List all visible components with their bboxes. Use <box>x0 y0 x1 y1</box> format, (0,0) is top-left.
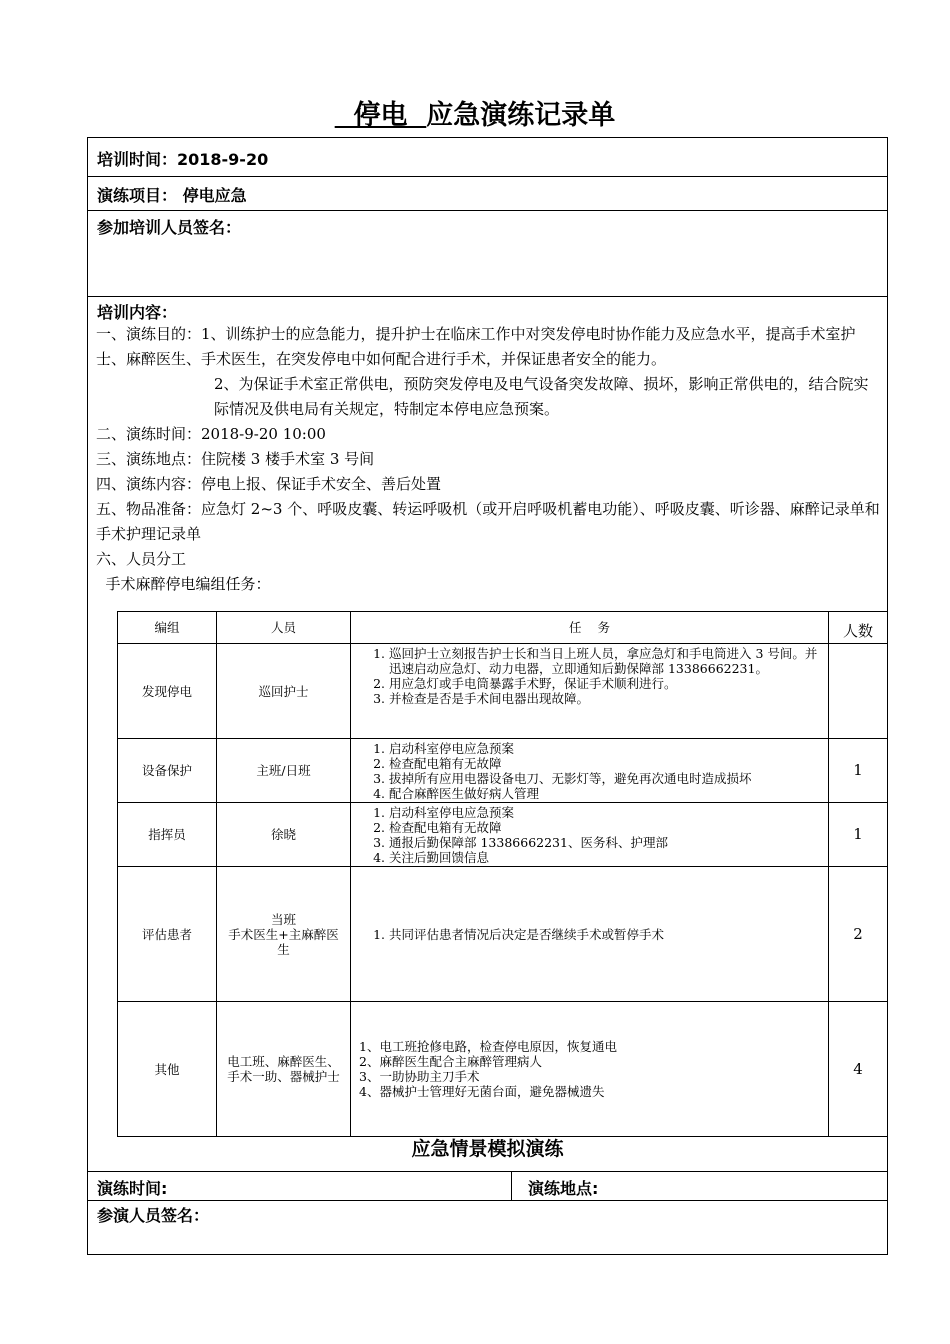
drill-place-label: 演练地点: <box>528 1179 599 1198</box>
row-divider <box>87 176 888 177</box>
task-item: 2. 用应急灯或手电筒暴露手术野，保证手术顺利进行。 <box>389 676 820 691</box>
content-line: 四、演练内容：停电上报、保证手术安全、善后处置 <box>96 475 442 493</box>
table-header-count: 人数 <box>828 611 888 644</box>
row-divider <box>87 1200 888 1201</box>
task-item: 4、器械护士管理好无菌台面，避免器械遗失 <box>359 1084 605 1099</box>
task-item: 2. 检查配电箱有无故障 <box>389 820 668 835</box>
table-header-group: 编组 <box>117 611 217 644</box>
task-item: 3. 并检查是否是手术间电器出现故障。 <box>389 691 820 706</box>
task-item: 3. 通报后勤保障部 13386662231、医务科、护理部 <box>389 835 668 850</box>
table-row-count: 4 <box>828 1001 888 1137</box>
table-row-group: 其他 <box>117 1001 217 1137</box>
task-item: 4. 关注后勤回馈信息 <box>389 850 668 865</box>
task-item: 2、麻醉医生配合主麻醉管理病人 <box>359 1054 542 1069</box>
document-title <box>0 93 950 132</box>
table-row-group: 指挥员 <box>117 802 217 867</box>
column-divider <box>511 1171 512 1200</box>
signature-label: 参加培训人员签名： <box>97 218 242 237</box>
task-item: 4. 配合麻醉医生做好病人管理 <box>389 786 752 801</box>
task-item: 1、电工班抢修电路，检查停电原因，恢复通电 <box>359 1039 617 1054</box>
task-item: 1. 启动科室停电应急预案 <box>389 741 752 756</box>
content-line: 手术麻醉停电编组任务： <box>96 575 271 593</box>
row-divider <box>87 296 888 297</box>
training-time-label: 培训时间：2018-9-20 <box>97 150 269 169</box>
table-row-staff: 徐晓 <box>216 802 351 867</box>
content-line: 六、人员分工 <box>96 550 187 568</box>
table-row-staff: 电工班、麻醉医生、手术一助、器械护士 <box>216 1001 351 1137</box>
task-item: 1. 巡回护士立刻报告护士长和当日上班人员，拿应急灯和手电筒进入 3 号间。并迅速启动应急灯、动力电器，立即通知后勤保障部 13386662231。 <box>389 646 820 676</box>
title-rest: 应急演练记录单 <box>426 100 616 131</box>
table-row-tasks <box>350 738 829 803</box>
table-row-count: 1 <box>828 802 888 867</box>
content-line: 2、为保证手术室正常供电，预防突发停电及电气设备突发故障、损坏，影响正常供电的，结合院实际情况及供电局有关规定，特制定本停电应急预案。 <box>214 375 869 418</box>
title-blank: 停电 <box>334 100 427 131</box>
row-divider <box>87 1171 888 1172</box>
content-body <box>96 322 882 597</box>
table-row-tasks <box>350 802 829 867</box>
content-line: 三、演练地点：住院楼 3 楼手术室 3 号间 <box>96 450 375 468</box>
table-row-group: 评估患者 <box>117 866 217 1002</box>
table-row-staff: 当班 手术医生+主麻醉医生 <box>216 866 351 1002</box>
table-row-count <box>828 643 888 739</box>
table-row-tasks <box>350 1001 829 1137</box>
table-row-tasks <box>350 866 829 1002</box>
table-row-group: 发现停电 <box>117 643 217 739</box>
table-header-staff: 人员 <box>216 611 351 644</box>
simulation-title: 应急情景模拟演练 <box>411 1138 564 1160</box>
drill-time-label: 演练时间: <box>97 1179 168 1198</box>
task-item: 3. 拔掉所有应用电器设备电刀、无影灯等，避免再次通电时造成损坏 <box>389 771 752 786</box>
content-line: 二、演练时间：2018-9-20 10:00 <box>96 425 326 443</box>
table-row-staff: 巡回护士 <box>216 643 351 739</box>
table-row-group: 设备保护 <box>117 738 217 803</box>
table-row-staff: 主班/日班 <box>216 738 351 803</box>
table-header-task: 任 务 <box>350 611 829 644</box>
task-item: 3、一助协助主刀手术 <box>359 1069 480 1084</box>
content-line: 一、演练目的：1、训练护士的应急能力，提升护士在临床工作中对突发停电时协作能力及应急水平，提高手术室护士、麻醉医生、手术医生，在突发停电中如何配合进行手术，并保证患者安全的能力。 <box>96 325 856 368</box>
task-item: 2. 检查配电箱有无故障 <box>389 756 752 771</box>
content-heading: 培训内容： <box>97 303 178 322</box>
participant-signature-label: 参演人员签名： <box>97 1206 210 1225</box>
table-row-count: 2 <box>828 866 888 1002</box>
task-item: 1. 共同评估患者情况后决定是否继续手术或暂停手术 <box>389 927 664 942</box>
content-line: 五、物品准备：应急灯 2~3 个、呼吸皮囊、转运呼吸机（或开启呼吸机蓄电功能）、呼吸皮囊、听诊器、麻醉记录单和手术护理记录单 <box>96 500 880 543</box>
row-divider <box>87 210 888 211</box>
task-table <box>117 611 888 1137</box>
table-row-tasks <box>350 643 829 739</box>
drill-item-label: 演练项目： 停电应急 <box>97 186 247 205</box>
task-item: 1. 启动科室停电应急预案 <box>389 805 668 820</box>
table-row-count: 1 <box>828 738 888 803</box>
